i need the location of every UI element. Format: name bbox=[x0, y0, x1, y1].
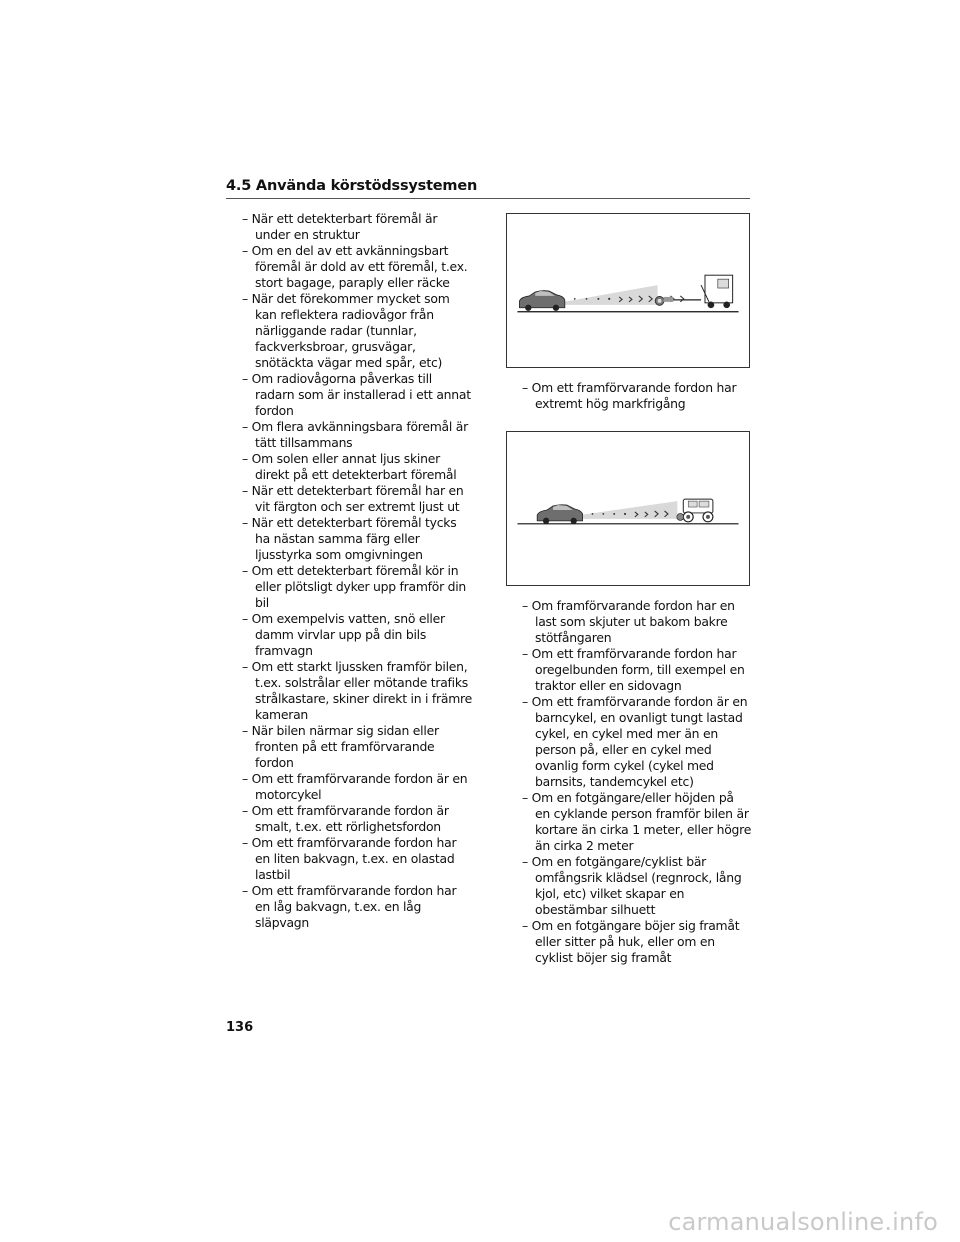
low-trailer-diagram bbox=[507, 214, 749, 367]
list-item: – Om ett framförvarande fordon har oregelbunden form, till exempel en traktor eller en sidovagn bbox=[522, 646, 745, 693]
tow-trailer-icon bbox=[655, 296, 701, 305]
list-item: – När ett detekterbart föremål tycks ha nästan samma färg eller ljusstyrka som omgivningen bbox=[242, 515, 457, 562]
list-item: – Om ett detekterbart föremål kör in eller plötsligt dyker upp framför din bil bbox=[242, 563, 467, 610]
list-item: – Om exempelvis vatten, snö eller damm virvlar upp på din bils framvagn bbox=[242, 611, 445, 658]
page-number: 136 bbox=[226, 1020, 254, 1035]
list-item: – Om en del av ett avkänningsbart föremål är dold av ett föremål, t.ex. stort bagage, paraply eller räcke bbox=[242, 243, 468, 290]
car-icon bbox=[537, 505, 582, 524]
left-column bbox=[242, 211, 472, 931]
list-item: – Om solen eller annat ljus skiner direkt på ett detekterbart föremål bbox=[242, 451, 457, 482]
list-item: – Om ett framförvarande fordon har en liten bakvagn, t.ex. en olastad lastbil bbox=[242, 835, 457, 882]
list-item: – Om ett framförvarande fordon har extremt hög markfrigång bbox=[522, 380, 737, 411]
list-item: – Om en fotgängare/cyklist bär omfångsrik klädsel (regnrock, lång kjol, etc) vilket skapar en obestämbar silhuett bbox=[522, 854, 742, 917]
right-column-b bbox=[522, 598, 752, 966]
list-item: – Om radiovågorna påverkas till radarn som är installerad i ett annat fordon bbox=[242, 371, 471, 418]
list-item: – Om en fotgängare/eller höjden på en cyklande person framför bilen är kortare än cirka 1 meter, eller högre än cirka 2 meter bbox=[522, 790, 752, 853]
list-item: – När ett detekterbart föremål är under en struktur bbox=[242, 211, 438, 242]
car-icon bbox=[519, 291, 564, 311]
suv-icon bbox=[677, 499, 713, 522]
truck-icon bbox=[701, 275, 733, 308]
illustration-low-trailer bbox=[506, 213, 750, 368]
list-item: – Om ett starkt ljussken framför bilen, t.ex. solstrålar eller mötande trafiks strålkastare, skiner direkt in i främre kameran bbox=[242, 659, 472, 722]
header-divider bbox=[226, 198, 750, 199]
list-item: – När det förekommer mycket som kan reflektera radiovågor från närliggande radar (tunnlar, fackverksbroar, grusvägar, snötäckta vägar med spår, etc) bbox=[242, 291, 450, 370]
list-item: – Om ett framförvarande fordon är en motorcykel bbox=[242, 771, 468, 802]
list-item: – Om en fotgängare böjer sig framåt eller sitter på huk, eller om en cyklist böjer sig framåt bbox=[522, 918, 740, 965]
high-clearance-diagram bbox=[507, 432, 749, 585]
watermark-text: carmanualsonline.info bbox=[668, 1208, 938, 1236]
illustration-high-clearance bbox=[506, 431, 750, 586]
list-item: – När ett detekterbart föremål har en vit färgton och ser extremt ljust ut bbox=[242, 483, 464, 514]
right-column-a bbox=[522, 380, 752, 412]
list-item: – Om ett framförvarande fordon har en låg bakvagn, t.ex. en låg släpvagn bbox=[242, 883, 457, 930]
list-item: – Om ett framförvarande fordon är en barncykel, en ovanligt tungt lastad cykel, en cykel med mer än en person på, eller en cykel med ovanlig form cykel (cykel med barnsits, tandemcykel etc) bbox=[522, 694, 748, 789]
list-item: – Om ett framförvarande fordon är smalt, t.ex. ett rörlighetsfordon bbox=[242, 803, 449, 834]
list-item: – Om framförvarande fordon har en last som skjuter ut bakom bakre stötfångaren bbox=[522, 598, 735, 645]
section-title: 4.5 Använda körstödssystemen bbox=[226, 178, 478, 194]
list-item: – Om flera avkänningsbara föremål är tätt tillsammans bbox=[242, 419, 468, 450]
list-item: – När bilen närmar sig sidan eller fronten på ett framförvarande fordon bbox=[242, 723, 439, 770]
